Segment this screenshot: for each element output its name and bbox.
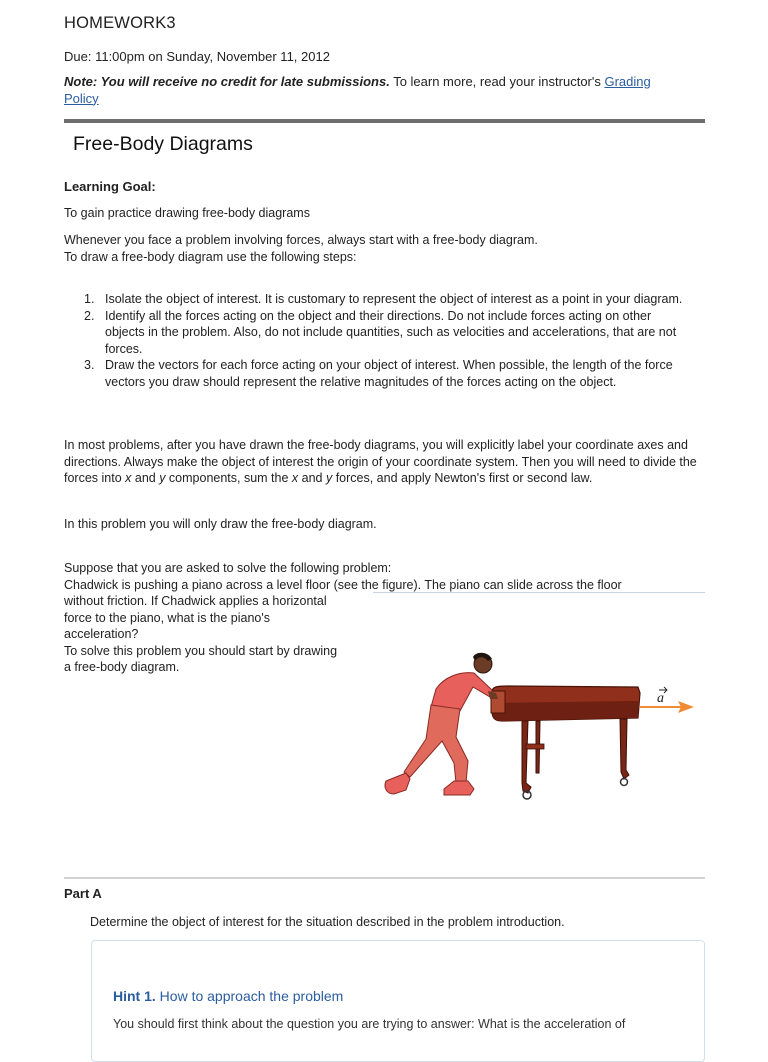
step-number: 2. bbox=[84, 308, 95, 323]
figure-reference-line bbox=[373, 592, 705, 593]
part-a-label: Part A bbox=[64, 886, 102, 901]
grading-link-part2[interactable]: Policy bbox=[64, 90, 99, 106]
var-x: x bbox=[291, 471, 299, 485]
hint-1-toggle[interactable] bbox=[113, 988, 343, 1005]
list-item bbox=[64, 357, 684, 390]
para-text: and bbox=[298, 471, 326, 485]
person-pushing bbox=[385, 653, 498, 795]
intro-paragraph bbox=[64, 232, 704, 265]
problem-line: Chadwick is pushing a piano across a level floor (see the figure). The piano can slide across the floor bbox=[64, 577, 622, 592]
homework-title: HOMEWORK3 bbox=[64, 14, 176, 32]
piano-illustration bbox=[491, 686, 640, 799]
step-text: Identify all the forces acting on the object and their directions. Do not include forces acting on other objects in the problem. Also, do not include quantities, such as velocities and accelerations, that are not forces. bbox=[105, 308, 677, 356]
piano-figure bbox=[376, 645, 706, 810]
var-y: y bbox=[159, 471, 166, 485]
para-text: components, sum the bbox=[165, 471, 292, 485]
problem-statement bbox=[64, 560, 622, 676]
grading-link-part1[interactable]: Grading bbox=[604, 74, 651, 89]
para-text: forces, and apply Newton's first or second law. bbox=[332, 471, 593, 485]
step-number: 3. bbox=[84, 358, 95, 372]
step-number: 1. bbox=[84, 292, 95, 306]
late-note-text: To learn more, read your instructor's bbox=[389, 74, 605, 89]
intro-line-1: Whenever you face a problem involving forces, always start with a free-body diagram. bbox=[64, 233, 538, 247]
part-a-question: Determine the object of interest for the situation described in the problem introduction. bbox=[90, 915, 565, 929]
list-item bbox=[64, 308, 684, 358]
problem-line: force to the piano, what is the piano's bbox=[64, 610, 270, 625]
list-item bbox=[64, 291, 684, 308]
var-y: y bbox=[325, 471, 333, 485]
scope-paragraph: In this problem you will only draw the free-body diagram. bbox=[64, 517, 377, 531]
part-divider bbox=[64, 877, 705, 879]
var-x: x bbox=[125, 471, 132, 485]
problem-line: To solve this problem you should start by drawing bbox=[64, 643, 338, 658]
late-note-bold: Note: You will receive no credit for late submissions. bbox=[64, 74, 390, 89]
hint-number[interactable]: Hint 1. bbox=[113, 988, 156, 1004]
problem-line: without friction. If Chadwick applies a horizontal bbox=[64, 594, 327, 608]
due-date: Due: 11:00pm on Sunday, November 11, 2012 bbox=[64, 49, 330, 64]
hint-body: You should first think about the question you are trying to answer: What is the acceleration of bbox=[113, 1017, 626, 1031]
learning-goal-text: To gain practice drawing free-body diagrams bbox=[64, 206, 310, 220]
hint-title[interactable]: How to approach the problem bbox=[155, 988, 344, 1004]
vector-label-a: a bbox=[657, 691, 664, 706]
problem-line: Suppose that you are asked to solve the following problem: bbox=[64, 561, 392, 575]
problem-line: acceleration? bbox=[64, 627, 139, 641]
late-note bbox=[64, 74, 714, 107]
para-text: and bbox=[131, 471, 160, 485]
steps-list bbox=[64, 291, 684, 390]
acceleration-vector bbox=[640, 687, 694, 713]
coordinate-paragraph bbox=[64, 437, 706, 487]
step-text: Draw the vectors for each force acting on your object of interest. When possible, the length of the force vectors you draw should represent the relative magnitudes of the forces acting on the object. bbox=[105, 358, 673, 389]
intro-line-2: To draw a free-body diagram use the following steps: bbox=[64, 249, 357, 264]
step-text: Isolate the object of interest. It is customary to represent the object of interest as a point in your diagram. bbox=[105, 292, 683, 306]
problem-line: a free-body diagram. bbox=[64, 660, 180, 674]
section-divider bbox=[64, 119, 705, 123]
para-text: In most problems, after you have drawn the free-body diagrams, you will explicitly label your coordinate axes and directions. Always make the object of interest the origin of your coordinate system. Then you will need to divide the forces into bbox=[64, 438, 697, 485]
section-title: Free-Body Diagrams bbox=[73, 133, 253, 155]
learning-goal-label: Learning Goal: bbox=[64, 179, 156, 194]
